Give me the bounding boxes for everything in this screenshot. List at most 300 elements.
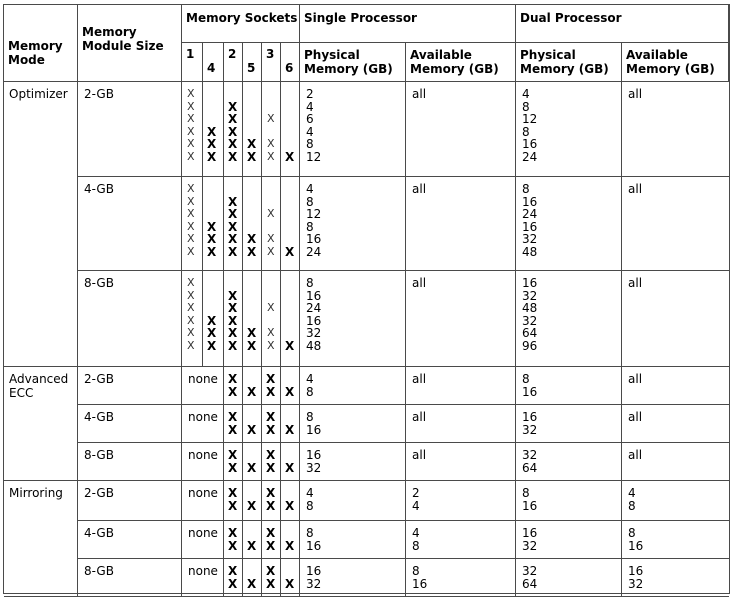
- memory-value: 8: [522, 486, 530, 500]
- socket-mark: X: [247, 326, 257, 340]
- memory-value: 32: [522, 448, 538, 462]
- module-size-label: 8-GB: [84, 448, 114, 462]
- socket-mark: X: [247, 137, 257, 151]
- memory-value: 4: [306, 124, 314, 139]
- socket-cell-5: [243, 271, 262, 367]
- socket-mark: X: [207, 149, 217, 164]
- socket-mark: X: [228, 207, 238, 221]
- socket-cell-5: [243, 367, 262, 405]
- none-label: none: [188, 448, 218, 462]
- socket-cell-2: [224, 405, 243, 443]
- memory-value: 8: [306, 498, 314, 513]
- socket-mark: X: [228, 564, 238, 578]
- socket-mark: X: [266, 526, 276, 540]
- socket-mark: X: [266, 372, 276, 386]
- memory-value: 12: [522, 112, 538, 126]
- header-memory-sockets: Memory Sockets: [182, 5, 300, 43]
- socket-mark: X: [187, 194, 195, 208]
- memory-value: 48: [522, 301, 538, 315]
- socket-cell-2: [224, 367, 243, 405]
- memory-value-cell-da: [622, 481, 729, 521]
- socket-mark: X: [187, 326, 195, 339]
- memory-value: 32: [522, 422, 538, 437]
- no-socket-cell: [182, 443, 224, 481]
- socket-mark: X: [228, 448, 238, 462]
- socket-mark: X: [207, 124, 217, 139]
- header-socket-2: 2: [224, 43, 243, 82]
- socket-mark: X: [247, 384, 257, 399]
- memory-value: all: [628, 372, 643, 386]
- header-dual-processor: Dual Processor: [516, 5, 729, 43]
- socket-mark: X: [266, 448, 276, 462]
- memory-value-cell-dp: [516, 443, 622, 481]
- socket-cell-4: [203, 82, 224, 177]
- module-size-label: 2-GB: [84, 87, 114, 101]
- socket-mark: X: [228, 460, 238, 475]
- memory-value: all: [628, 448, 643, 462]
- header-single-available: Available Memory (GB): [406, 43, 516, 82]
- socket-mark: X: [267, 301, 275, 314]
- module-size-cell: [78, 82, 182, 177]
- memory-value-cell-da: [622, 559, 729, 597]
- socket-cell-2: [224, 559, 243, 597]
- socket-mark: X: [187, 219, 195, 233]
- memory-value: 16: [522, 194, 538, 209]
- header-dual-available: Available Memory (GB): [622, 43, 729, 82]
- module-size-cell: [78, 559, 182, 597]
- memory-value-cell-dp: [516, 271, 622, 367]
- memory-value: 32: [306, 326, 322, 340]
- memory-value: 16: [522, 137, 538, 151]
- memory-value-cell-sa: [406, 443, 516, 481]
- memory-mode-cell: [4, 82, 78, 367]
- socket-mark: X: [285, 384, 295, 399]
- socket-cell-5: [243, 443, 262, 481]
- memory-value: 8: [306, 526, 314, 540]
- socket-mark: X: [266, 486, 276, 500]
- socket-mark: X: [267, 326, 275, 339]
- memory-value: 4: [306, 182, 314, 196]
- memory-value: 32: [522, 232, 538, 246]
- socket-mark: X: [247, 232, 257, 246]
- socket-cell-6: [281, 481, 300, 521]
- memory-mode-label: Mirroring: [9, 486, 63, 500]
- memory-value: 16: [306, 313, 322, 328]
- memory-value: 16: [306, 232, 322, 246]
- socket-mark: X: [266, 410, 276, 424]
- memory-value: 12: [306, 207, 322, 221]
- socket-cell-3: [262, 405, 281, 443]
- memory-value: 8: [628, 526, 636, 540]
- socket-mark: X: [228, 244, 238, 259]
- module-size-cell: [78, 521, 182, 559]
- memory-value: 64: [522, 460, 538, 475]
- socket-cell-5: [243, 405, 262, 443]
- memory-value-cell-sa: [406, 405, 516, 443]
- memory-value-cell-sp: [300, 177, 406, 271]
- memory-value: 48: [522, 244, 538, 259]
- memory-value: 24: [522, 149, 538, 164]
- header-socket-6: 6: [281, 43, 300, 82]
- socket-mark: X: [187, 288, 195, 302]
- socket-mark: X: [228, 538, 238, 553]
- memory-value-cell-sa: [406, 481, 516, 521]
- socket-cell-2: [224, 177, 243, 271]
- memory-value: 16: [522, 276, 538, 290]
- socket-cell-6: [281, 405, 300, 443]
- header-socket-5: 5: [243, 43, 262, 82]
- socket-mark: X: [207, 338, 217, 353]
- socket-cell-3: [262, 177, 281, 271]
- memory-value: 4: [412, 526, 420, 540]
- socket-mark: X: [267, 137, 275, 150]
- memory-value: all: [628, 410, 643, 424]
- memory-value-cell-dp: [516, 367, 622, 405]
- memory-value: 6: [306, 112, 314, 126]
- memory-value-cell-dp: [516, 177, 622, 271]
- socket-mark: X: [228, 232, 238, 246]
- memory-configuration-table: [3, 4, 730, 594]
- memory-value: 16: [522, 384, 538, 399]
- memory-value: 32: [306, 460, 322, 475]
- memory-value: 24: [306, 244, 322, 259]
- socket-mark: X: [228, 137, 238, 151]
- socket-mark: X: [285, 149, 295, 164]
- memory-mode-cell: [4, 367, 78, 481]
- none-label: none: [188, 372, 218, 386]
- socket-cell-4: [203, 177, 224, 271]
- memory-value: 8: [306, 276, 314, 290]
- memory-value: 2: [412, 486, 420, 500]
- memory-value: 32: [522, 288, 538, 303]
- memory-value-cell-sp: [300, 367, 406, 405]
- socket-mark: X: [267, 112, 275, 125]
- memory-value-cell-da: [622, 405, 729, 443]
- memory-value: 48: [306, 338, 322, 353]
- socket-mark: X: [228, 338, 238, 353]
- memory-value: 8: [628, 498, 636, 513]
- memory-value: 8: [412, 564, 420, 578]
- socket-mark: X: [187, 301, 195, 314]
- socket-cell-2: [224, 82, 243, 177]
- memory-value: 16: [628, 564, 644, 578]
- socket-mark: X: [187, 99, 195, 113]
- memory-value: 16: [522, 498, 538, 513]
- memory-value: 32: [522, 564, 538, 578]
- none-label: none: [188, 410, 218, 424]
- memory-value: 8: [522, 372, 530, 386]
- memory-value: 16: [306, 564, 322, 578]
- memory-value: 16: [306, 422, 322, 437]
- none-label: none: [188, 486, 218, 500]
- socket-mark: X: [228, 422, 238, 437]
- socket-mark: X: [187, 137, 195, 150]
- socket-mark: X: [187, 244, 195, 258]
- module-size-label: 8-GB: [84, 276, 114, 290]
- socket-cell-3: [262, 481, 281, 521]
- socket-mark: X: [207, 232, 217, 246]
- memory-value: 4: [522, 87, 530, 101]
- socket-cell-4: [203, 271, 224, 367]
- memory-value: all: [412, 276, 427, 290]
- socket-mark: X: [247, 538, 257, 553]
- header-module-size: Memory Module Size: [78, 5, 182, 82]
- socket-mark: X: [228, 384, 238, 399]
- memory-value: all: [412, 87, 427, 101]
- socket-mark: X: [247, 460, 257, 475]
- memory-value-cell-da: [622, 82, 729, 177]
- socket-mark: X: [285, 338, 295, 353]
- socket-mark: X: [187, 124, 195, 138]
- memory-value: all: [412, 372, 427, 386]
- memory-value-cell-sp: [300, 481, 406, 521]
- socket-mark: X: [266, 564, 276, 578]
- socket-cell-6: [281, 367, 300, 405]
- socket-mark: X: [228, 526, 238, 540]
- socket-cell-2: [224, 521, 243, 559]
- socket-mark: X: [187, 149, 195, 163]
- socket-cell-1: [182, 82, 203, 177]
- memory-value: all: [412, 410, 427, 424]
- header-dual-physical: Physical Memory (GB): [516, 43, 622, 82]
- memory-value: 16: [306, 448, 322, 462]
- memory-value: 16: [628, 538, 644, 553]
- memory-value: 4: [306, 99, 314, 114]
- socket-mark: X: [228, 486, 238, 500]
- socket-cell-2: [224, 443, 243, 481]
- socket-mark: X: [247, 149, 257, 164]
- socket-cell-3: [262, 82, 281, 177]
- socket-mark: X: [267, 207, 275, 220]
- socket-mark: X: [247, 498, 257, 513]
- memory-value: 16: [522, 526, 538, 540]
- socket-cell-6: [281, 177, 300, 271]
- module-size-cell: [78, 367, 182, 405]
- socket-mark: X: [285, 498, 295, 513]
- memory-value-cell-sa: [406, 271, 516, 367]
- memory-value: 16: [522, 410, 538, 424]
- memory-mode-label: Advanced ECC: [9, 372, 69, 400]
- memory-value: 32: [522, 313, 538, 328]
- memory-value: all: [412, 448, 427, 462]
- socket-mark: X: [207, 137, 217, 151]
- memory-value: 12: [306, 149, 322, 164]
- socket-cell-6: [281, 82, 300, 177]
- socket-mark: X: [187, 232, 195, 245]
- socket-mark: X: [207, 326, 217, 340]
- socket-cell-2: [224, 271, 243, 367]
- socket-mark: X: [247, 422, 257, 437]
- socket-cell-5: [243, 559, 262, 597]
- memory-value: 8: [306, 219, 314, 234]
- socket-mark: X: [207, 313, 217, 328]
- memory-value-cell-dp: [516, 82, 622, 177]
- memory-value: 8: [306, 137, 314, 151]
- socket-mark: X: [228, 372, 238, 386]
- memory-value-cell-da: [622, 443, 729, 481]
- socket-cell-3: [262, 559, 281, 597]
- memory-value: 24: [306, 301, 322, 315]
- memory-value: 32: [628, 576, 644, 591]
- memory-value-cell-sp: [300, 521, 406, 559]
- socket-mark: X: [266, 384, 276, 399]
- memory-value-cell-da: [622, 271, 729, 367]
- memory-value-cell-sp: [300, 443, 406, 481]
- socket-mark: X: [267, 232, 275, 245]
- memory-value: 16: [306, 288, 322, 303]
- no-socket-cell: [182, 367, 224, 405]
- socket-mark: X: [187, 87, 195, 100]
- socket-mark: X: [187, 207, 195, 220]
- socket-cell-3: [262, 443, 281, 481]
- memory-value-cell-dp: [516, 521, 622, 559]
- socket-mark: X: [266, 576, 276, 591]
- header-socket-1: 1: [182, 43, 203, 82]
- memory-value: 32: [522, 538, 538, 553]
- socket-mark: X: [228, 288, 238, 303]
- memory-value-cell-sp: [300, 82, 406, 177]
- socket-mark: X: [228, 112, 238, 126]
- header-single-physical: Physical Memory (GB): [300, 43, 406, 82]
- no-socket-cell: [182, 521, 224, 559]
- socket-mark: X: [228, 149, 238, 164]
- socket-mark: X: [228, 194, 238, 209]
- module-size-label: 4-GB: [84, 410, 114, 424]
- socket-mark: X: [285, 244, 295, 259]
- socket-mark: X: [285, 576, 295, 591]
- socket-cell-1: [182, 177, 203, 271]
- socket-mark: X: [228, 576, 238, 591]
- memory-value-cell-da: [622, 367, 729, 405]
- memory-value: 8: [306, 410, 314, 424]
- socket-mark: X: [247, 576, 257, 591]
- socket-cell-5: [243, 177, 262, 271]
- socket-mark: X: [285, 538, 295, 553]
- memory-value-cell-sp: [300, 559, 406, 597]
- socket-mark: X: [266, 498, 276, 513]
- socket-mark: X: [228, 313, 238, 328]
- memory-value: 8: [412, 538, 420, 553]
- memory-value-cell-dp: [516, 405, 622, 443]
- module-size-label: 2-GB: [84, 372, 114, 386]
- no-socket-cell: [182, 405, 224, 443]
- module-size-label: 2-GB: [84, 486, 114, 500]
- module-size-cell: [78, 481, 182, 521]
- socket-mark: X: [187, 338, 195, 352]
- socket-cell-5: [243, 82, 262, 177]
- no-socket-cell: [182, 559, 224, 597]
- socket-mark: X: [267, 244, 275, 258]
- memory-value-cell-sp: [300, 271, 406, 367]
- memory-value: 8: [306, 384, 314, 399]
- socket-cell-6: [281, 559, 300, 597]
- module-size-label: 8-GB: [84, 564, 114, 578]
- socket-mark: X: [207, 244, 217, 259]
- socket-mark: X: [187, 276, 195, 289]
- none-label: none: [188, 526, 218, 540]
- memory-value: 8: [522, 182, 530, 196]
- socket-cell-2: [224, 481, 243, 521]
- memory-mode-label: Optimizer: [9, 87, 68, 101]
- memory-value-cell-sp: [300, 405, 406, 443]
- socket-mark: X: [266, 460, 276, 475]
- memory-value: 4: [306, 372, 314, 386]
- none-label: none: [188, 564, 218, 578]
- socket-mark: X: [187, 112, 195, 125]
- socket-mark: X: [285, 460, 295, 475]
- socket-cell-5: [243, 481, 262, 521]
- module-size-cell: [78, 271, 182, 367]
- socket-mark: X: [247, 244, 257, 259]
- memory-value-cell-sa: [406, 367, 516, 405]
- module-size-label: 4-GB: [84, 526, 114, 540]
- memory-value: 4: [306, 486, 314, 500]
- memory-value-cell-dp: [516, 481, 622, 521]
- memory-value: all: [628, 182, 643, 196]
- socket-mark: X: [228, 124, 238, 139]
- memory-value: 32: [306, 576, 322, 591]
- memory-value: 64: [522, 576, 538, 591]
- socket-mark: X: [228, 99, 238, 114]
- socket-mark: X: [266, 422, 276, 437]
- socket-cell-6: [281, 521, 300, 559]
- memory-value-cell-sa: [406, 521, 516, 559]
- module-size-cell: [78, 443, 182, 481]
- memory-value-cell-sa: [406, 177, 516, 271]
- socket-mark: X: [187, 182, 195, 195]
- memory-value-cell-dp: [516, 559, 622, 597]
- memory-value: 8: [522, 99, 530, 114]
- memory-value: 2: [306, 87, 314, 101]
- memory-value: all: [628, 276, 643, 290]
- header-socket-4: 4: [203, 43, 224, 82]
- socket-mark: X: [266, 538, 276, 553]
- module-size-cell: [78, 177, 182, 271]
- socket-cell-3: [262, 521, 281, 559]
- socket-mark: X: [247, 338, 257, 353]
- socket-mark: X: [228, 326, 238, 340]
- socket-cell-3: [262, 367, 281, 405]
- memory-value: all: [412, 182, 427, 196]
- socket-cell-3: [262, 271, 281, 367]
- header-single-processor: Single Processor: [300, 5, 516, 43]
- memory-value: 64: [522, 326, 538, 340]
- socket-mark: X: [228, 219, 238, 234]
- memory-value-cell-sa: [406, 82, 516, 177]
- memory-value: 4: [628, 486, 636, 500]
- memory-mode-cell: [4, 481, 78, 597]
- socket-cell-5: [243, 521, 262, 559]
- memory-value: 24: [522, 207, 538, 221]
- memory-value: 16: [412, 576, 428, 591]
- memory-value: all: [628, 87, 643, 101]
- socket-mark: X: [267, 338, 275, 352]
- socket-mark: X: [267, 149, 275, 163]
- socket-mark: X: [228, 498, 238, 513]
- memory-value: 96: [522, 338, 538, 353]
- socket-cell-6: [281, 271, 300, 367]
- module-size-cell: [78, 405, 182, 443]
- socket-mark: X: [228, 410, 238, 424]
- socket-mark: X: [228, 301, 238, 315]
- no-socket-cell: [182, 481, 224, 521]
- socket-mark: X: [285, 422, 295, 437]
- memory-value: 16: [306, 538, 322, 553]
- header-socket-3: 3: [262, 43, 281, 82]
- module-size-label: 4-GB: [84, 182, 114, 196]
- memory-value: 4: [412, 498, 420, 513]
- memory-value-cell-sa: [406, 559, 516, 597]
